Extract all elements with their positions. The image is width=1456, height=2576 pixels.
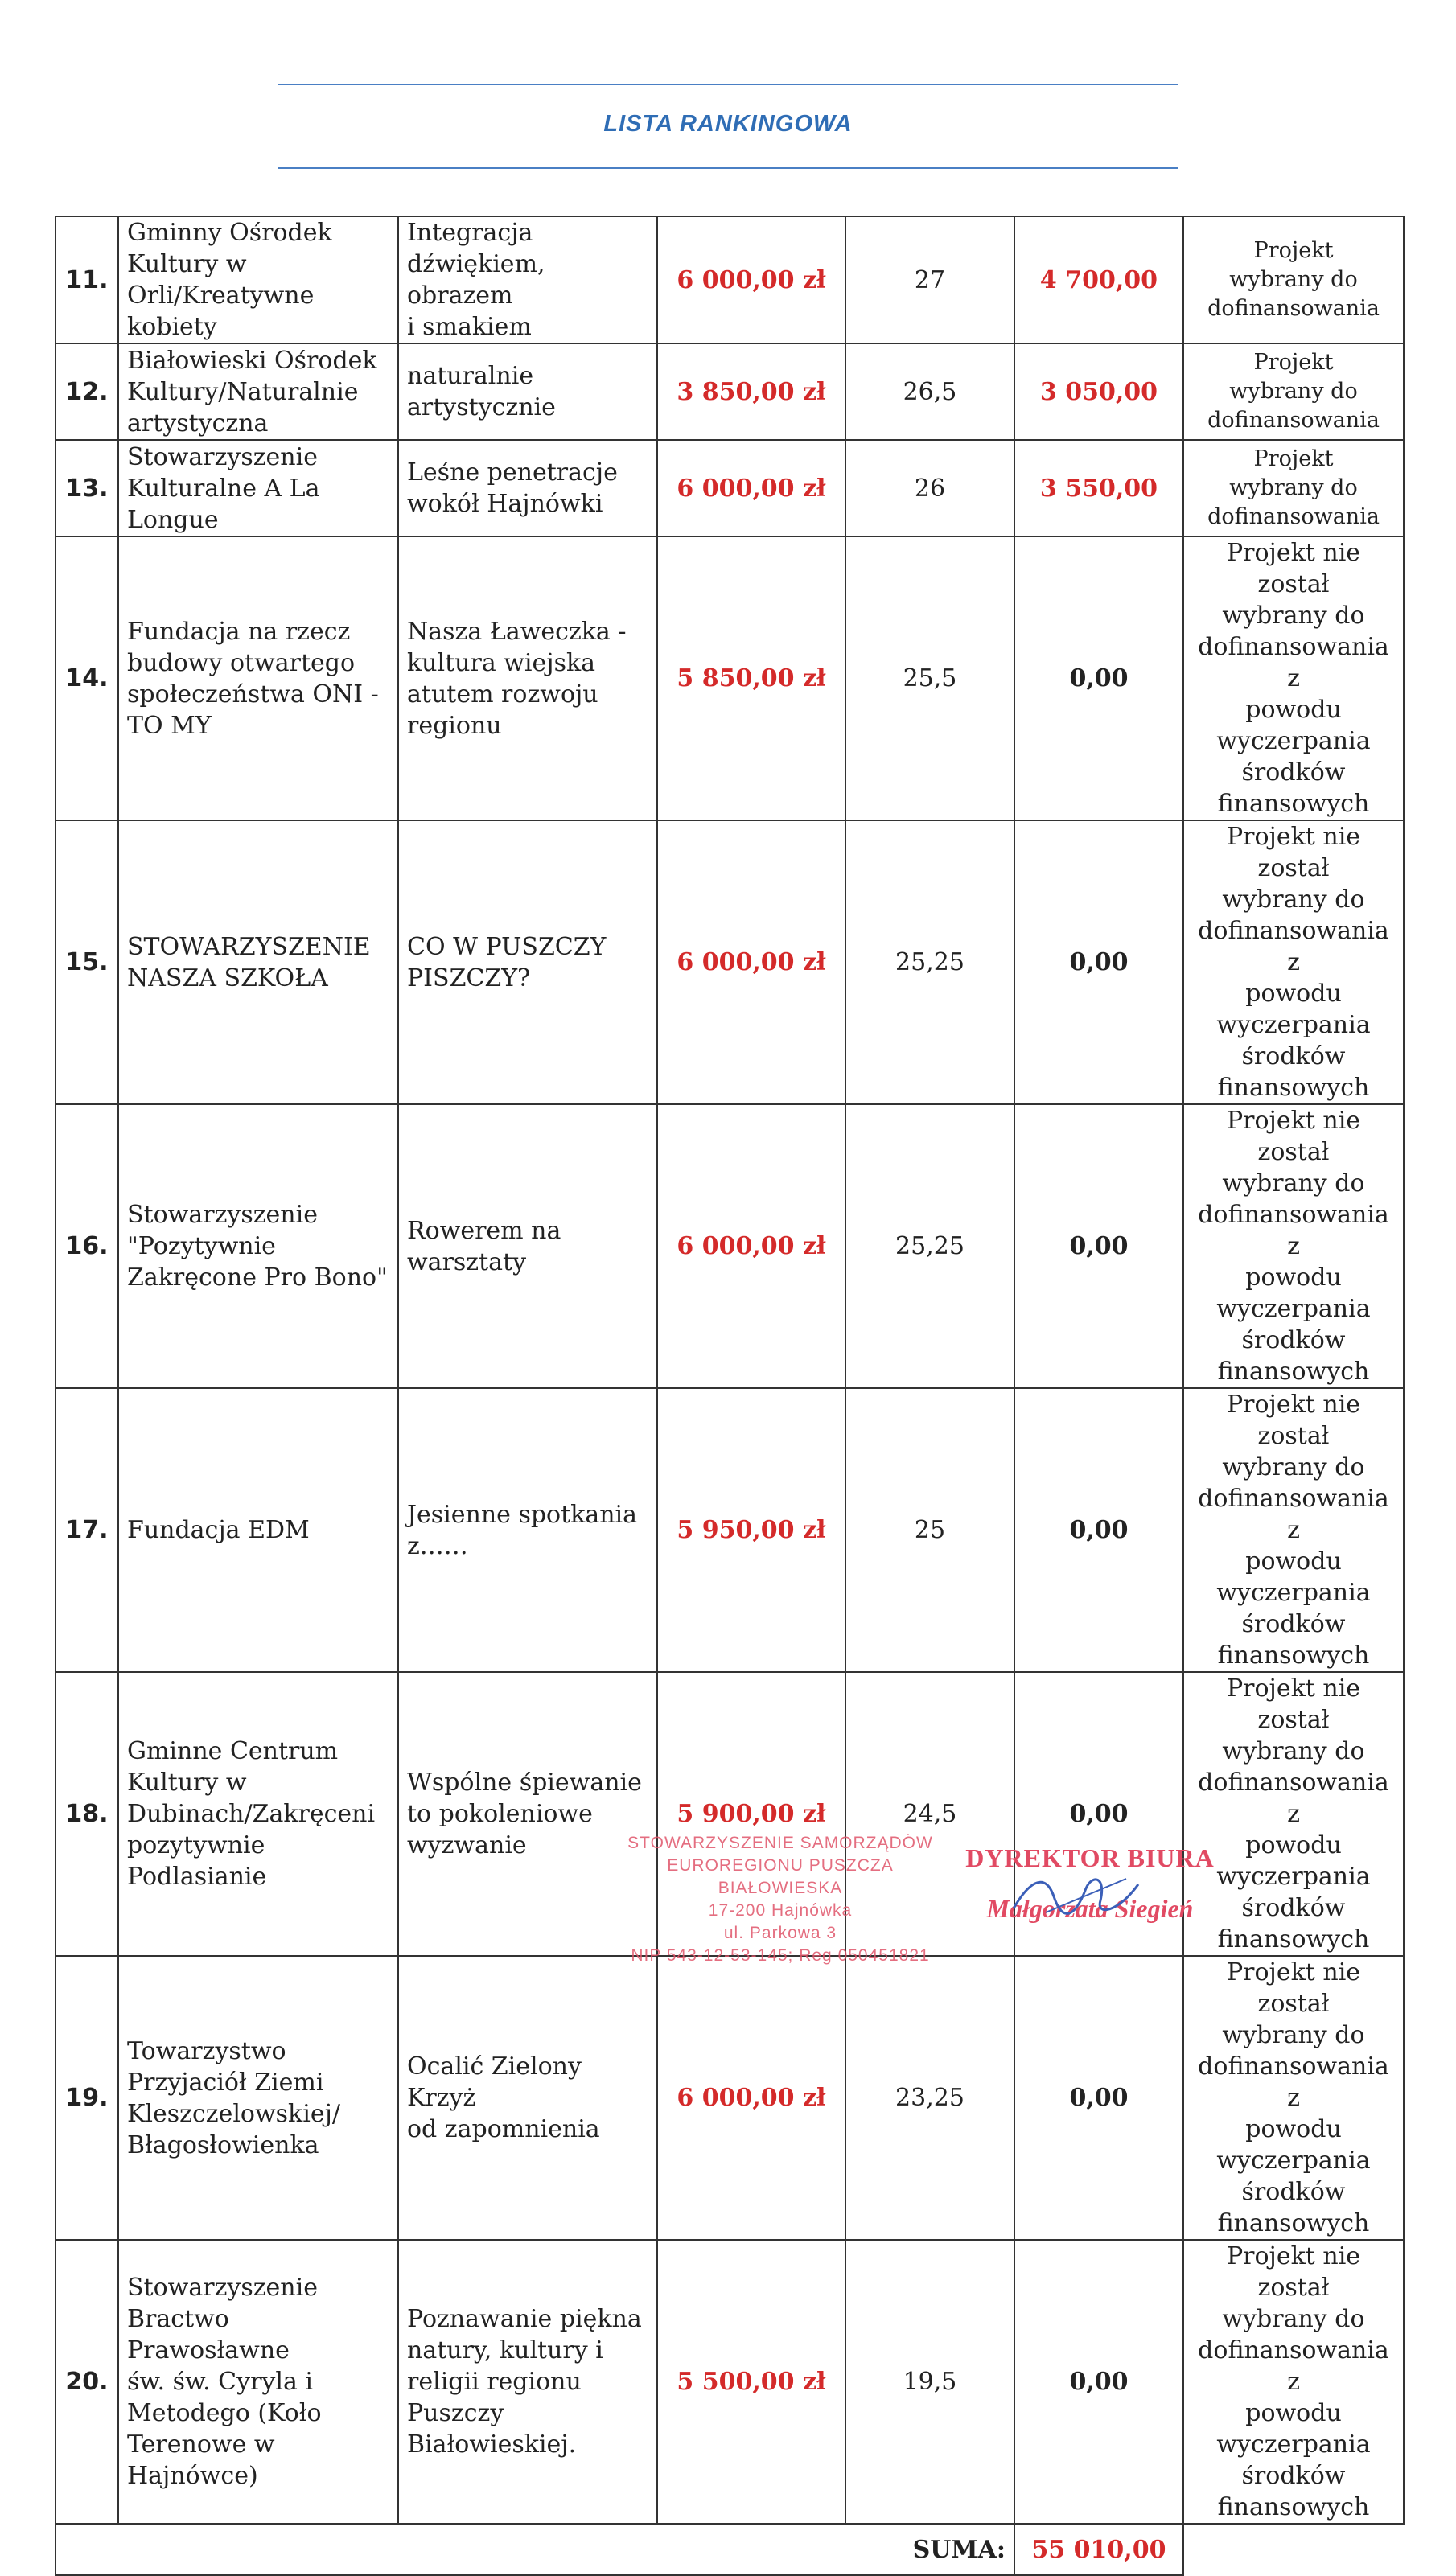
organization-name-line: pozytywnie xyxy=(127,1831,265,1859)
status-line: finansowych xyxy=(1217,2493,1370,2521)
points: 24,5 xyxy=(845,1672,1014,1956)
row-number: 14. xyxy=(56,536,118,820)
status-line: dofinansowania xyxy=(1207,296,1380,321)
row-number: 12. xyxy=(56,343,118,440)
status-line: środków xyxy=(1241,758,1346,787)
granted-amount: 0,00 xyxy=(1014,820,1183,1104)
organization-name xyxy=(118,1388,398,1672)
status-line: dofinansowania xyxy=(1207,408,1380,433)
status-line: środków xyxy=(1241,1610,1346,1638)
organization-name-line: artystyczna xyxy=(127,409,269,438)
stamp-line: STOWARZYSZENIE SAMORZĄDÓW xyxy=(627,1834,933,1852)
status-line: wybrany do xyxy=(1222,2021,1365,2049)
project-title-line: CO W PUSZCZY xyxy=(407,932,607,961)
status-line: Projekt nie został xyxy=(1226,539,1361,598)
status-line: finansowych xyxy=(1217,1641,1370,1670)
requested-amount: 6 000,00 zł xyxy=(657,1104,845,1388)
granted-amount: 0,00 xyxy=(1014,1956,1183,2240)
points: 25,25 xyxy=(845,820,1014,1104)
status-line: wyczerpania xyxy=(1216,1295,1371,1323)
organization-name-line: Gminny Ośrodek xyxy=(127,219,332,247)
project-title-line: Leśne penetracje xyxy=(407,458,618,487)
project-title xyxy=(398,820,657,1104)
stamp-line: NIP 543-12-53-145; Reg 050451821 xyxy=(631,1946,930,1965)
project-title xyxy=(398,1388,657,1672)
organization-name-line: Orli/Kreatywne xyxy=(127,281,315,310)
requested-amount: 6 000,00 zł xyxy=(657,216,845,343)
organization-name-line: Kultury w xyxy=(127,1769,247,1797)
granted-amount: 0,00 xyxy=(1014,536,1183,820)
project-title-line: naturalnie xyxy=(407,362,534,390)
status-line: powodu xyxy=(1245,980,1342,1008)
points: 25,5 xyxy=(845,536,1014,820)
status xyxy=(1183,216,1404,343)
status-line: wyczerpania xyxy=(1216,2430,1371,2459)
row-number: 13. xyxy=(56,440,118,536)
points: 25,25 xyxy=(845,1104,1014,1388)
organization-name-line: społeczeństwa ONI - xyxy=(127,680,379,709)
status-line: wybrany do xyxy=(1229,379,1358,404)
status-line: Projekt nie został xyxy=(1226,1674,1361,1734)
status-line: finansowych xyxy=(1217,1358,1370,1386)
director-title: DYREKTOR BIURA xyxy=(965,1843,1215,1872)
organization-name-line: Przyjaciół Ziemi xyxy=(127,2068,324,2097)
signature-scribble xyxy=(997,1864,1158,1929)
project-title xyxy=(398,1104,657,1388)
status-line: Projekt nie został xyxy=(1226,1958,1361,2018)
organization-name-line: Fundacja EDM xyxy=(127,1516,310,1544)
status-line: finansowych xyxy=(1217,2209,1370,2237)
status xyxy=(1183,1104,1404,1388)
organization-name xyxy=(118,2240,398,2524)
project-title-line: Poznawanie piękna xyxy=(407,2305,642,2333)
status-line: dofinansowania z xyxy=(1198,2336,1389,2396)
project-title-line: religii regionu xyxy=(407,2368,582,2396)
status-line: Projekt xyxy=(1253,238,1334,263)
project-title-line: z…… xyxy=(407,1531,468,1560)
status-line: dofinansowania z xyxy=(1198,2052,1389,2112)
points: 19,5 xyxy=(845,2240,1014,2524)
project-title xyxy=(398,1956,657,2240)
organization-name-line: NASZA SZKOŁA xyxy=(127,963,328,992)
project-title-line: Integracja xyxy=(407,219,533,247)
requested-amount: 5 950,00 zł xyxy=(657,1388,845,1672)
project-title-line: atutem rozwoju xyxy=(407,680,598,709)
status-line: Projekt xyxy=(1253,446,1334,471)
organization-name-line: Stowarzyszenie xyxy=(127,442,318,471)
page-title: LISTA RANKINGOWA xyxy=(603,111,853,137)
organization-name xyxy=(118,1956,398,2240)
organization-name-line: Longue xyxy=(127,505,219,534)
organization-name-line: Kultury w xyxy=(127,250,247,278)
table-row xyxy=(56,440,1404,536)
director-name: Małgorzata Siegień xyxy=(986,1894,1194,1923)
row-number: 18. xyxy=(56,1672,118,1956)
organization-name-line: Dubinach/Zakręceni xyxy=(127,1800,376,1828)
organization-name-line: kobiety xyxy=(127,313,217,341)
project-title-line: Puszczy xyxy=(407,2399,504,2427)
project-title xyxy=(398,440,657,536)
project-title-line: natury, kultury i xyxy=(407,2336,603,2364)
stamp-line: 17-200 Hajnówka xyxy=(708,1901,853,1920)
status-line: wybrany do xyxy=(1222,1737,1365,1765)
status-line: Projekt xyxy=(1253,350,1334,375)
table-row xyxy=(56,2240,1404,2524)
organization-name-line: Kleszczelowskiej/ xyxy=(127,2099,340,2128)
granted-amount: 0,00 xyxy=(1014,1672,1183,1956)
status xyxy=(1183,343,1404,440)
project-title-line: wokół Hajnówki xyxy=(407,490,603,518)
status-line: powodu xyxy=(1245,2115,1342,2143)
status-line: wyczerpania xyxy=(1216,1011,1371,1039)
project-title-line: od zapomnienia xyxy=(407,2115,600,2143)
status-line: powodu xyxy=(1245,696,1342,724)
status-line: wybrany do xyxy=(1222,2305,1365,2333)
project-title xyxy=(398,343,657,440)
points: 26,5 xyxy=(845,343,1014,440)
status xyxy=(1183,1956,1404,2240)
status-line: dofinansowania z xyxy=(1198,1201,1389,1260)
table-row xyxy=(56,216,1404,343)
requested-amount: 6 000,00 zł xyxy=(657,440,845,536)
project-title-line: warsztaty xyxy=(407,1247,527,1276)
organization-name-line: Towarzystwo xyxy=(127,2036,286,2065)
row-number: 15. xyxy=(56,820,118,1104)
requested-amount: 3 850,00 zł xyxy=(657,343,845,440)
status-line: wyczerpania xyxy=(1216,727,1371,755)
project-title xyxy=(398,536,657,820)
status-line: środków xyxy=(1241,2178,1346,2206)
row-number: 17. xyxy=(56,1388,118,1672)
sum-label: SUMA: xyxy=(56,2524,1014,2575)
status-line: środków xyxy=(1241,1326,1346,1354)
status-line: dofinansowania xyxy=(1207,504,1380,529)
status xyxy=(1183,536,1404,820)
status-line: finansowych xyxy=(1217,790,1370,818)
status-line: wybrany do xyxy=(1222,1453,1365,1481)
organization-name-line: Metodego (Koło xyxy=(127,2399,322,2427)
row-number: 11. xyxy=(56,216,118,343)
organization-name-line: św. św. Cyryla i xyxy=(127,2368,313,2396)
status-line: dofinansowania z xyxy=(1198,1485,1389,1544)
status-line: wybrany do xyxy=(1229,267,1358,292)
organization-name-line: budowy otwartego xyxy=(127,648,356,677)
organization-name-line: STOWARZYSZENIE xyxy=(127,932,371,961)
organization-name xyxy=(118,820,398,1104)
organization-name xyxy=(118,440,398,536)
table-row xyxy=(56,536,1404,820)
status-line: wybrany do xyxy=(1222,602,1365,630)
row-number: 16. xyxy=(56,1104,118,1388)
granted-amount: 4 700,00 xyxy=(1014,216,1183,343)
status-line: środków xyxy=(1241,1894,1346,1922)
project-title-line: kultura wiejska xyxy=(407,648,596,677)
organization-name-line: Bractwo Prawosławne xyxy=(127,2305,290,2364)
requested-amount: 5 850,00 zł xyxy=(657,536,845,820)
table-row xyxy=(56,1104,1404,1388)
granted-amount: 0,00 xyxy=(1014,1388,1183,1672)
organization-name-line: Błagosłowienka xyxy=(127,2130,319,2159)
project-title-line: Ocalić Zielony Krzyż xyxy=(407,2052,582,2112)
project-title-line: Jesienne spotkania xyxy=(407,1500,638,1529)
status-line: wyczerpania xyxy=(1216,1863,1371,1891)
stamp-line: EUROREGIONU PUSZCZA BIAŁOWIESKA xyxy=(667,1856,894,1897)
table-row xyxy=(56,1388,1404,1672)
status-line: finansowych xyxy=(1217,1074,1370,1102)
organization-name xyxy=(118,1104,398,1388)
project-title-line: dźwiękiem, obrazem xyxy=(407,250,545,310)
project-title-line: regionu xyxy=(407,711,502,740)
status-line: wybrany do xyxy=(1229,475,1358,500)
organization-name xyxy=(118,216,398,343)
project-title-line: wyzwanie xyxy=(407,1831,527,1859)
points: 23,25 xyxy=(845,1956,1014,2240)
granted-amount: 3 050,00 xyxy=(1014,343,1183,440)
status xyxy=(1183,820,1404,1104)
stamp-line: ul. Parkowa 3 xyxy=(723,1924,837,1942)
ranking-table xyxy=(55,216,1405,2576)
status-line: środków xyxy=(1241,1042,1346,1070)
table-row xyxy=(56,1956,1404,2240)
organization-stamp xyxy=(611,1832,949,1967)
status-line: Projekt nie został xyxy=(1226,823,1361,882)
organization-name xyxy=(118,343,398,440)
project-title-line: Wspólne śpiewanie xyxy=(407,1769,642,1797)
status-line: Projekt nie został xyxy=(1226,1391,1361,1450)
organization-name-line: Kultury/Naturalnie xyxy=(127,377,359,406)
row-number: 20. xyxy=(56,2240,118,2524)
table-row xyxy=(56,820,1404,1104)
row-number: 19. xyxy=(56,1956,118,2240)
status-line: Projekt nie został xyxy=(1226,1107,1361,1166)
project-title-line: PISZCZY? xyxy=(407,963,531,992)
sum-row xyxy=(56,2524,1404,2575)
status xyxy=(1183,440,1404,536)
status-line: powodu xyxy=(1245,1547,1342,1576)
status-line: wyczerpania xyxy=(1216,2147,1371,2175)
sum-spacer xyxy=(1183,2524,1404,2575)
organization-name-line: Zakręcone Pro Bono" xyxy=(127,1263,388,1292)
organization-name-line: Stowarzyszenie xyxy=(127,1201,318,1229)
status-line: powodu xyxy=(1245,2399,1342,2427)
organization-name-line: Terenowe w xyxy=(127,2430,275,2459)
status-line: środków xyxy=(1241,2462,1346,2490)
requested-amount: 6 000,00 zł xyxy=(657,820,845,1104)
organization-name xyxy=(118,536,398,820)
header-rule-top xyxy=(278,84,1178,85)
organization-name-line: Fundacja na rzecz xyxy=(127,617,351,646)
granted-amount: 0,00 xyxy=(1014,1104,1183,1388)
organization-name-line: Stowarzyszenie xyxy=(127,2274,318,2302)
project-title-line: Rowerem na xyxy=(407,1216,561,1245)
project-title-line: to pokoleniowe xyxy=(407,1800,593,1828)
table-row xyxy=(56,343,1404,440)
organization-name-line: Gminne Centrum xyxy=(127,1737,339,1765)
status-line: wyczerpania xyxy=(1216,1579,1371,1607)
organization-name-line: "Pozytywnie xyxy=(127,1232,276,1260)
status-line: wybrany do xyxy=(1222,885,1365,914)
requested-amount: 5 900,00 zł xyxy=(657,1672,845,1956)
requested-amount: 6 000,00 zł xyxy=(657,1956,845,2240)
project-title-line: artystycznie xyxy=(407,393,556,421)
status-line: dofinansowania z xyxy=(1198,633,1389,692)
project-title-line: i smakiem xyxy=(407,313,532,341)
granted-amount: 3 550,00 xyxy=(1014,440,1183,536)
sum-value: 55 010,00 xyxy=(1014,2524,1183,2575)
organization-name-line: TO MY xyxy=(127,711,212,740)
status xyxy=(1183,2240,1404,2524)
organization-name xyxy=(118,1672,398,1956)
project-title xyxy=(398,216,657,343)
points: 27 xyxy=(845,216,1014,343)
organization-name-line: Hajnówce) xyxy=(127,2462,258,2490)
header-rule-bottom xyxy=(278,167,1178,169)
status-line: powodu xyxy=(1245,1831,1342,1859)
status-line: dofinansowania z xyxy=(1198,1769,1389,1828)
points: 26 xyxy=(845,440,1014,536)
points: 25 xyxy=(845,1388,1014,1672)
status-line: Projekt nie został xyxy=(1226,2242,1361,2302)
status-line: dofinansowania z xyxy=(1198,917,1389,976)
granted-amount: 0,00 xyxy=(1014,2240,1183,2524)
organization-name-line: Kulturalne A La xyxy=(127,474,320,503)
project-title xyxy=(398,2240,657,2524)
status-line: finansowych xyxy=(1217,1925,1370,1954)
organization-name-line: Podlasianie xyxy=(127,1863,267,1891)
status-line: powodu xyxy=(1245,1263,1342,1292)
status-line: wybrany do xyxy=(1222,1169,1365,1198)
requested-amount: 5 500,00 zł xyxy=(657,2240,845,2524)
project-title-line: Białowieskiej. xyxy=(407,2430,577,2459)
project-title-line: Nasza Ławeczka - xyxy=(407,617,627,646)
status xyxy=(1183,1388,1404,1672)
organization-name-line: Białowieski Ośrodek xyxy=(127,346,377,375)
